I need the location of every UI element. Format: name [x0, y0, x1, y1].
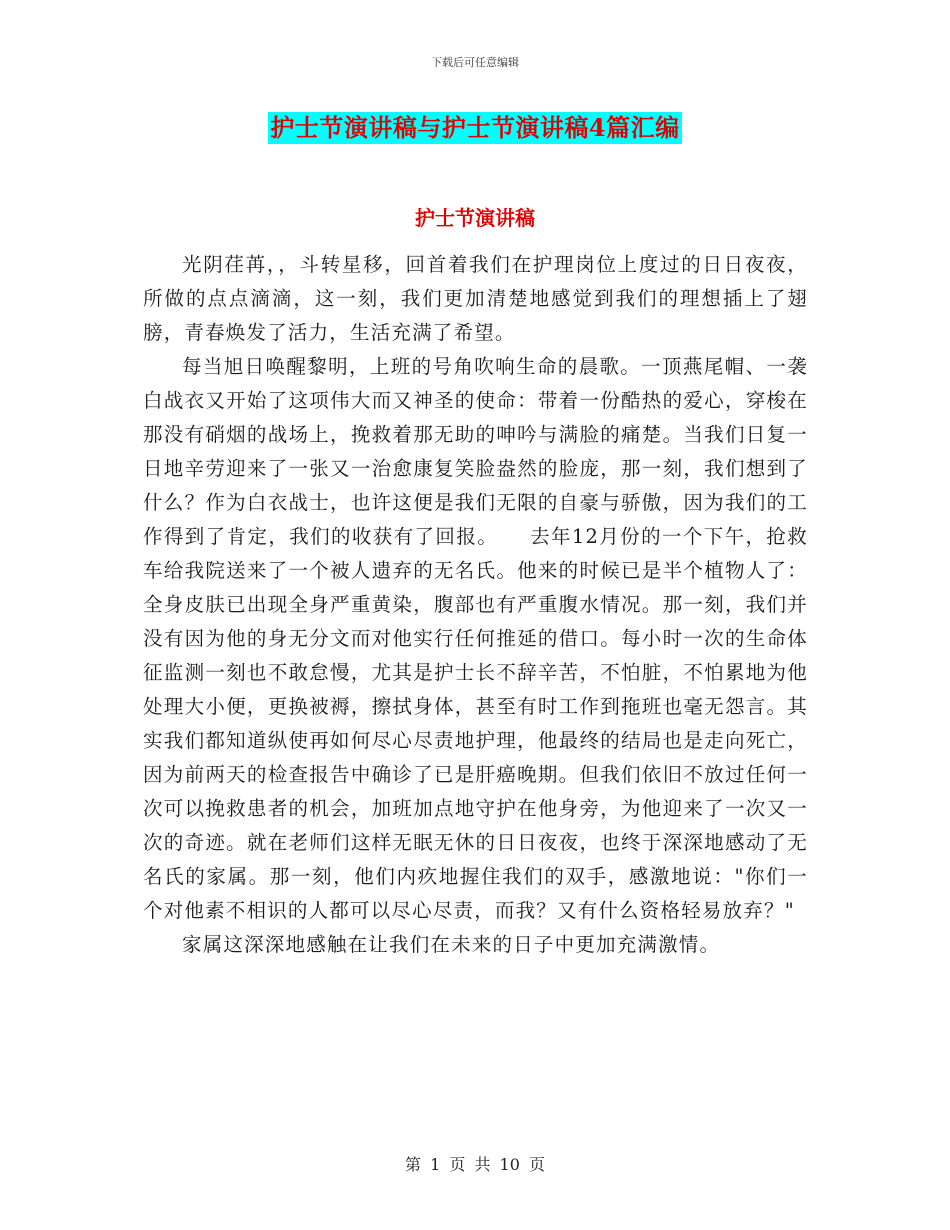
main-title-container — [0, 112, 950, 144]
page-number-footer: 第 1 页 共 10 页 — [405, 1155, 545, 1174]
header-note: 下载后可任意编辑 — [431, 56, 519, 69]
main-title: 护士节演讲稿与护士节演讲稿4篇汇编 — [270, 113, 680, 142]
paragraph-3: 家属这深深地感触在让我们在未来的日子中更加充满激情。 — [182, 933, 721, 956]
section-title: 护士节演讲稿 — [415, 206, 535, 230]
body-text — [143, 248, 808, 962]
paragraph-1: 光阴荏苒，，斗转星移，回首着我们在护理岗位上度过的日日夜夜，所做的点点滴滴，这一刻，我们更加清楚地感觉到我们的理想插上了翅膀，青春焕发了活力，生活充满了希望。 — [143, 253, 808, 344]
paragraph-2: 每当旭日唤醒黎明，上班的号角吹响生命的晨歌。一顶燕尾帽、一袭白战衣又开始了这项伟大而又神圣的使命：带着一份酷热的爱心，穿梭在那没有硝烟的战场上，挽救着那无助的呻吟与满脸的痛楚。当我们日复一日地辛劳迎来了一张又一治愈康复笑脸盎然的脸庞，那一刻，我们想到了什么？作为白衣战士，也许这便是我们无限的自豪与骄傲，因为我们的工作得到了肯定，我们的收获有了回报。 去年12月份的一个下午，抢救车给我院送来了一个被人遗弃的无名氏。他来的时候已是半个植物人了：全身皮肤已出现全身严重黄染，腹部也有严重腹水情况。那一刻，我们并没有因为他的身无分文而对他实行任何推延的借口。每小时一次的生命体征监测一刻也不敢怠慢，尤其是护士长不辞辛苦，不怕脏，不怕累地为他处理大小便，更换被褥，擦拭身体，甚至有时工作到拖班也毫无怨言。其实我们都知道纵使再如何尽心尽责地护理，他最终的结局也是走向死亡，因为前两天的检查报告中确诊了已是肝癌晚期。但我们依旧不放过任何一次可以挽救患者的机会，加班加点地守护在他身旁，为他迎来了一次又一次的奇迹。就在老师们这样无眠无休的日日夜夜，也终于深深地感动了无名氏的家属。那一刻，他们内疚地握住我们的双手，感激地说："你们一个对他素不相识的人都可以尽心尽责，而我？又有什么资格轻易放弃？" — [143, 355, 808, 922]
